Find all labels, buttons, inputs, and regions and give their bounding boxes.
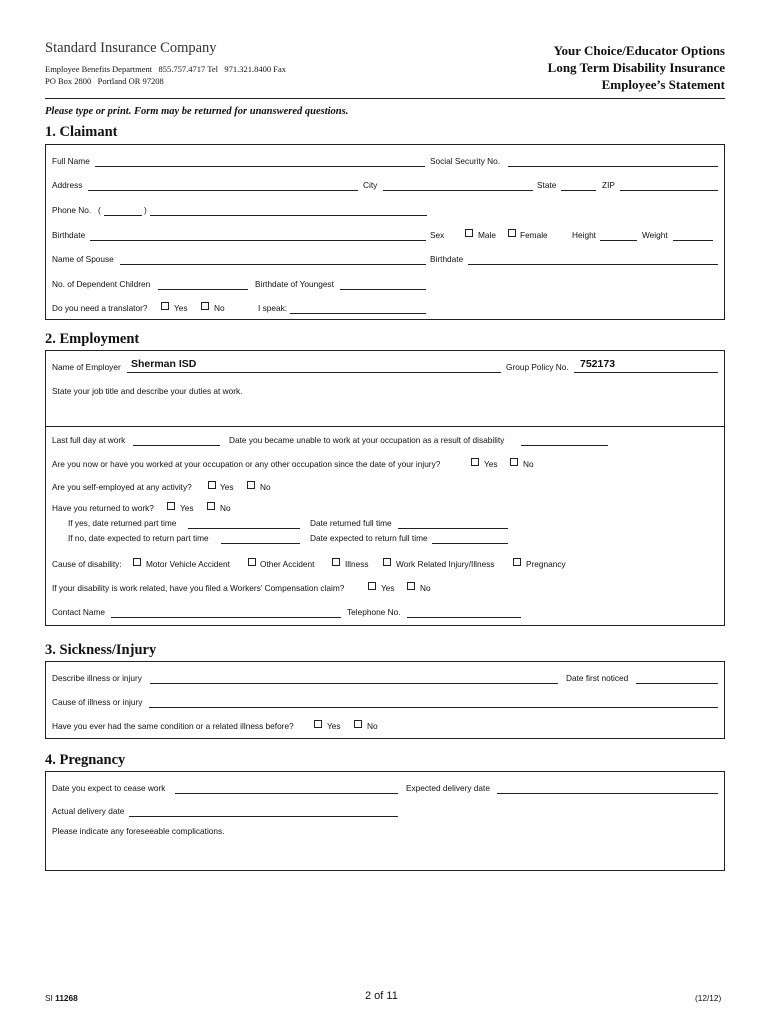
job-duties-divider [45, 426, 725, 427]
part-time-label: If yes, date returned part time [68, 518, 177, 528]
expected-delivery-field[interactable] [497, 793, 718, 794]
cause-illness-text-label: Cause of illness or injury [52, 697, 143, 707]
company-name: Standard Insurance Company [45, 40, 217, 56]
cause-work-related-checkbox[interactable] [383, 558, 391, 566]
expected-full-label: Date expected to return full time [310, 533, 428, 543]
employer-label: Name of Employer [52, 362, 121, 372]
workers-comp-no-checkbox[interactable] [407, 582, 415, 590]
same-condition-yes-checkbox[interactable] [314, 720, 322, 728]
weight-label: Weight [642, 230, 668, 240]
claimant-box [45, 144, 725, 320]
revision-date: (12/12) [695, 993, 722, 1003]
translator-question: Do you need a translator? [52, 303, 148, 313]
returned-no-label: No [220, 503, 231, 513]
policy-field[interactable] [574, 372, 718, 373]
female-checkbox[interactable] [508, 229, 516, 237]
dept-line: Employee Benefits Department 855.757.4717 Tel 971.321.8400 Fax [45, 64, 286, 74]
actual-delivery-label: Actual delivery date [52, 806, 125, 816]
expected-full-field[interactable] [432, 543, 508, 544]
birthdate-label: Birthdate [52, 230, 86, 240]
cease-work-field[interactable] [175, 793, 398, 794]
height-field[interactable] [600, 240, 637, 241]
phone-label: Phone No. [52, 205, 92, 215]
state-field[interactable] [561, 190, 596, 191]
form-title-line3: Employee’s Statement [601, 77, 725, 92]
address-field[interactable] [88, 190, 358, 191]
expected-part-field[interactable] [221, 543, 300, 544]
city-label: City [363, 180, 378, 190]
birthdate-youngest-label: Birthdate of Youngest [255, 279, 334, 289]
worked-no-label: No [523, 459, 534, 469]
cause-illness-checkbox[interactable] [332, 558, 340, 566]
employer-value: Sherman ISD [131, 358, 197, 370]
form-title-line2: Long Term Disability Insurance [547, 60, 725, 75]
full-name-field[interactable] [95, 166, 425, 167]
expected-part-label: If no, date expected to return part time [68, 533, 209, 543]
spouse-label: Name of Spouse [52, 254, 114, 264]
form-title-line1: Your Choice/Educator Options [553, 43, 725, 58]
full-time-field[interactable] [398, 528, 508, 529]
returned-yes-label: Yes [180, 503, 194, 513]
weight-field[interactable] [673, 240, 713, 241]
same-condition-yes-label: Yes [327, 721, 341, 731]
form-title [548, 42, 725, 93]
dependents-label: No. of Dependent Children [52, 279, 151, 289]
zip-label: ZIP [602, 180, 615, 190]
workers-comp-no-label: No [420, 583, 431, 593]
policy-value: 752173 [580, 358, 616, 370]
ssn-field[interactable] [508, 166, 718, 167]
section-pregnancy-title: 4. Pregnancy [45, 752, 126, 768]
speak-field[interactable] [290, 313, 426, 314]
birthdate-field[interactable] [90, 240, 426, 241]
self-employed-no-label: No [260, 482, 271, 492]
header-rule [45, 98, 725, 99]
actual-delivery-field[interactable] [129, 816, 398, 817]
unable-date-field[interactable] [521, 445, 608, 446]
worked-no-checkbox[interactable] [510, 458, 518, 466]
describe-illness-label: Describe illness or injury [52, 673, 142, 683]
form-number-value: 11268 [55, 993, 78, 1003]
male-checkbox[interactable] [465, 229, 473, 237]
spouse-birthdate-field[interactable] [468, 264, 718, 265]
city-field[interactable] [383, 190, 533, 191]
female-label: Female [520, 230, 548, 240]
self-employed-question: Are you self-employed at any activity? [52, 482, 192, 492]
address-line: PO Box 2800 Portland OR 97208 [45, 76, 164, 86]
policy-label: Group Policy No. [506, 362, 569, 372]
expected-delivery-label: Expected delivery date [406, 783, 490, 793]
same-condition-question: Have you ever had the same condition or a related illness before? [52, 721, 294, 731]
first-noticed-field[interactable] [636, 683, 718, 684]
part-time-field[interactable] [188, 528, 300, 529]
worked-yes-label: Yes [484, 459, 498, 469]
cause-illness-field[interactable] [149, 707, 718, 708]
cause-illness-label: Illness [345, 559, 369, 569]
complications-label: Please indicate any foreseeable complications. [52, 826, 225, 836]
cause-pregnancy-checkbox[interactable] [513, 558, 521, 566]
cause-motor-vehicle-label: Motor Vehicle Accident [146, 559, 230, 569]
speak-label: I speak: [258, 303, 288, 313]
phone-close-paren: ) [144, 205, 147, 215]
describe-illness-field[interactable] [150, 683, 558, 684]
phone-open-paren: ( [98, 205, 101, 215]
cause-label: Cause of disability: [52, 559, 122, 569]
returned-question: Have you returned to work? [52, 503, 154, 513]
zip-field[interactable] [620, 190, 718, 191]
spouse-field[interactable] [120, 264, 426, 265]
worked-yes-checkbox[interactable] [471, 458, 479, 466]
contact-label: Contact Name [52, 607, 106, 617]
translator-yes-checkbox[interactable] [161, 302, 169, 310]
page-number: 2 of 11 [365, 990, 398, 1002]
returned-yes-checkbox[interactable] [167, 502, 175, 510]
form-number [45, 993, 78, 1003]
cause-pregnancy-label: Pregnancy [526, 559, 566, 569]
male-label: Male [478, 230, 496, 240]
telephone-label: Telephone No. [347, 607, 401, 617]
cause-work-related-label: Work Related Injury/Illness [396, 559, 495, 569]
birthdate-youngest-field[interactable] [340, 289, 426, 290]
address-label: Address [52, 180, 83, 190]
telephone-field[interactable] [407, 617, 521, 618]
translator-no-label: No [214, 303, 225, 313]
same-condition-no-label: No [367, 721, 378, 731]
job-title-label: State your job title and describe your duties at work. [52, 386, 243, 396]
workers-comp-yes-label: Yes [381, 583, 395, 593]
phone-area-field[interactable] [104, 215, 142, 216]
same-condition-no-checkbox[interactable] [354, 720, 362, 728]
contact-field[interactable] [111, 617, 341, 618]
last-day-field[interactable] [133, 445, 220, 446]
cease-work-label: Date you expect to cease work [52, 783, 166, 793]
full-name-label: Full Name [52, 156, 90, 166]
first-noticed-label: Date first noticed [566, 673, 629, 683]
form-number-prefix: SI [45, 993, 53, 1003]
instructions: Please type or print. Form may be returned for unanswered questions. [45, 106, 349, 117]
employer-field[interactable] [127, 372, 501, 373]
self-employed-yes-checkbox[interactable] [208, 481, 216, 489]
cause-other-accident-checkbox[interactable] [248, 558, 256, 566]
phone-number-field[interactable] [150, 215, 427, 216]
dependents-field[interactable] [158, 289, 248, 290]
unable-date-label: Date you became unable to work at your occupation as a result of disability [229, 435, 505, 445]
self-employed-yes-label: Yes [220, 482, 234, 492]
translator-yes-label: Yes [174, 303, 188, 313]
height-label: Height [572, 230, 596, 240]
self-employed-no-checkbox[interactable] [247, 481, 255, 489]
returned-no-checkbox[interactable] [207, 502, 215, 510]
section-claimant-title: 1. Claimant [45, 124, 118, 140]
last-day-label: Last full day at work [52, 435, 126, 445]
ssn-label: Social Security No. [430, 156, 501, 166]
workers-comp-yes-checkbox[interactable] [368, 582, 376, 590]
state-label: State [537, 180, 557, 190]
section-employment-title: 2. Employment [45, 331, 140, 347]
full-time-label: Date returned full time [310, 518, 392, 528]
sex-label: Sex [430, 230, 445, 240]
workers-comp-question: If your disability is work related, have you filed a Workers’ Compensation claim? [52, 583, 345, 593]
worked-question: Are you now or have you worked at your occupation or any other occupation since the date of your injury? [52, 459, 441, 469]
translator-no-checkbox[interactable] [201, 302, 209, 310]
spouse-birthdate-label: Birthdate [430, 254, 464, 264]
cause-motor-vehicle-checkbox[interactable] [133, 558, 141, 566]
section-sickness-title: 3. Sickness/Injury [45, 642, 157, 658]
cause-other-accident-label: Other Accident [260, 559, 315, 569]
